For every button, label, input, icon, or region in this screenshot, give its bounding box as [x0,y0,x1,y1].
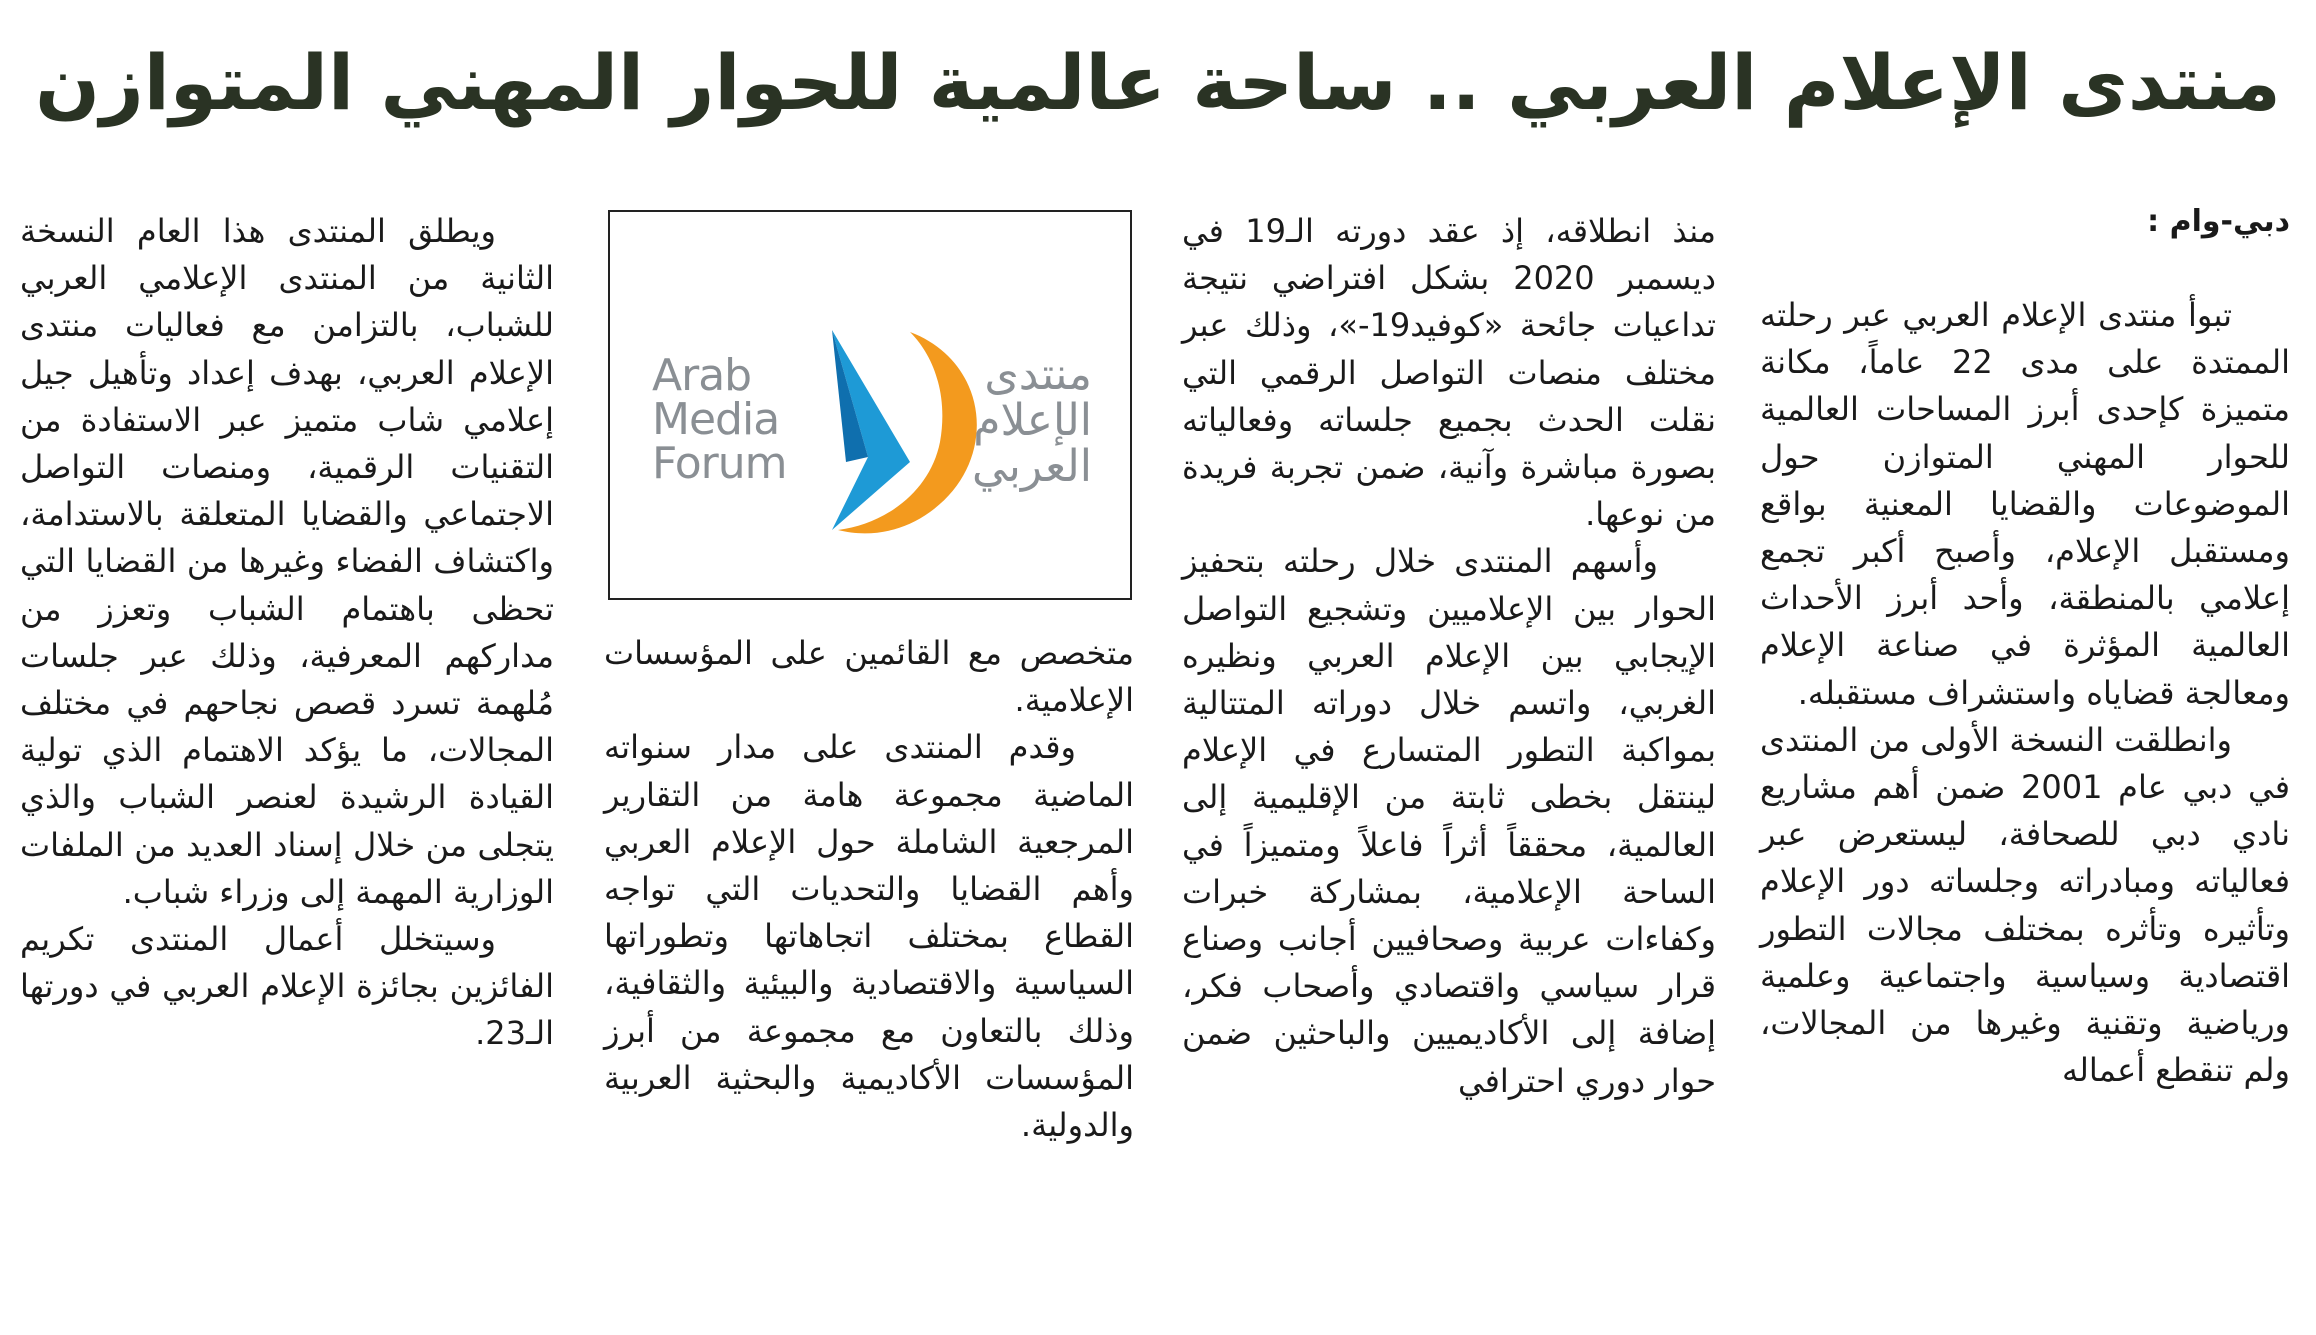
headline: منتدى الإعلام العربي .. ساحة عالمية للحوار المهني المتوازن [35,38,2281,127]
paragraph: ويطلق المنتدى هذا العام النسخة الثانية من المنتدى الإعلامي العربي للشباب، بالتزامن مع فعاليات منتدى الإعلام العربي، بهدف إعداد وتأهيل جيل إعلامي شاب متميز عبر الاستفادة من التقنيات الرقمية، ومنصات التواصل الاجتماعي والقضايا المتعلقة بالاستدامة، واكتشاف الفضاء وغيرها من القضايا التي تحظى باهتمام الشباب وتعزز من مداركهم المعرفية، وذلك عبر جلسات مُلهمة تسرد قصص نجاحهم في مختلف المجالات، ما يؤكد الاهتمام الذي تولية القيادة الرشيدة لعنصر الشباب والذي يتجلى من خلال إسناد العديد من الملفات الوزارية المهمة إلى وزراء شباب. [20,212,554,911]
article-column-2 [1182,208,1716,1105]
paragraph: تبوأ منتدى الإعلام العربي عبر رحلته الممتدة على مدى 22 عاماً، مكانة متميزة كإحدى أبرز المساحات العالمية للحوار المهني المتوازن حول الموضوعات والقضايا المعنية بواقع ومستقبل الإعلام، وأصبح أكبر تجمع إعلامي بالمنطقة، وأحد أبرز الأحداث العالمية المؤثرة في صناعة الإعلام ومعالجة قضاياه واستشراف مستقبله. [1760,296,2291,712]
logo-english-text: Arab Media Forum [652,350,787,489]
arab-media-forum-logo [608,210,1132,600]
paragraph: وأسهم المنتدى خلال رحلته بتحفيز الحوار بين الإعلاميين وتشجيع التواصل الإيجابي بين الإعلام العربي ونظيره الغربي، واتسم خلال دوراته المتتالية بمواكبة التطور المتسارع في الإعلام لينتقل بخطى ثابتة من الإقليمية إلى العالمية، محققاً أثراً فاعلاً ومتميزاً في الساحة الإعلامية، بمشاركة خبرات وكفاءات عربية وصحافيين أجانب وصناع قرار سياسي واقتصادي وأصحاب فكر، إضافة إلى الأكاديميين والباحثين ضمن حوار دوري احترافي [1182,542,1716,1100]
paragraph: متخصص مع القائمين على المؤسسات الإعلامية. [604,634,1134,720]
paragraph: وسيتخلل أعمال المنتدى تكريم الفائزين بجائزة الإعلام العربي في دورتها الـ23. [20,920,554,1053]
paragraph: وقدم المنتدى على مدار سنواته الماضية مجموعة هامة من التقارير المرجعية الشاملة حول الإعلام العربي وأهم القضايا والتحديات التي تواجه القطاع بمختلف اتجاهاتها وتطوراتها السياسية والاقتصادية والبيئية والثقافية، وذلك بالتعاون مع مجموعة من أبرز المؤسسات الأكاديمية والبحثية العربية والدولية. [604,728,1134,1145]
dateline: دبي-وام : [2147,204,2290,239]
article-column-1 [1760,198,2290,1094]
paragraph: وانطلقت النسخة الأولى من المنتدى في دبي عام 2001 ضمن أهم مشاريع نادي دبي للصحافة، ليستعرض عبر فعالياته ومبادراته وجلساته دور الإعلام وتأثيره وتأثره بمختلف مجالات التطور اقتصادية وسياسية واجتماعية وعلمية ورياضية وتقنية وغيرها من المجالات، ولم تنقطع أعماله [1760,720,2291,1090]
paragraph: منذ انطلاقه، إذ عقد دورته الـ19 في ديسمبر 2020 بشكل افتراضي نتيجة تداعيات جائحة «كوفيد19-»، وذلك عبر مختلف منصات التواصل الرقمي التي نقلت الحدث بجميع جلساته وفعالياته بصورة مباشرة وآنية، ضمن تجربة فريدة من نوعها. [1182,212,1717,534]
logo-arabic-text: منتدى الإعلام العربي [971,349,1092,492]
article-column-4 [20,208,554,1058]
article-column-3 [604,630,1134,1149]
